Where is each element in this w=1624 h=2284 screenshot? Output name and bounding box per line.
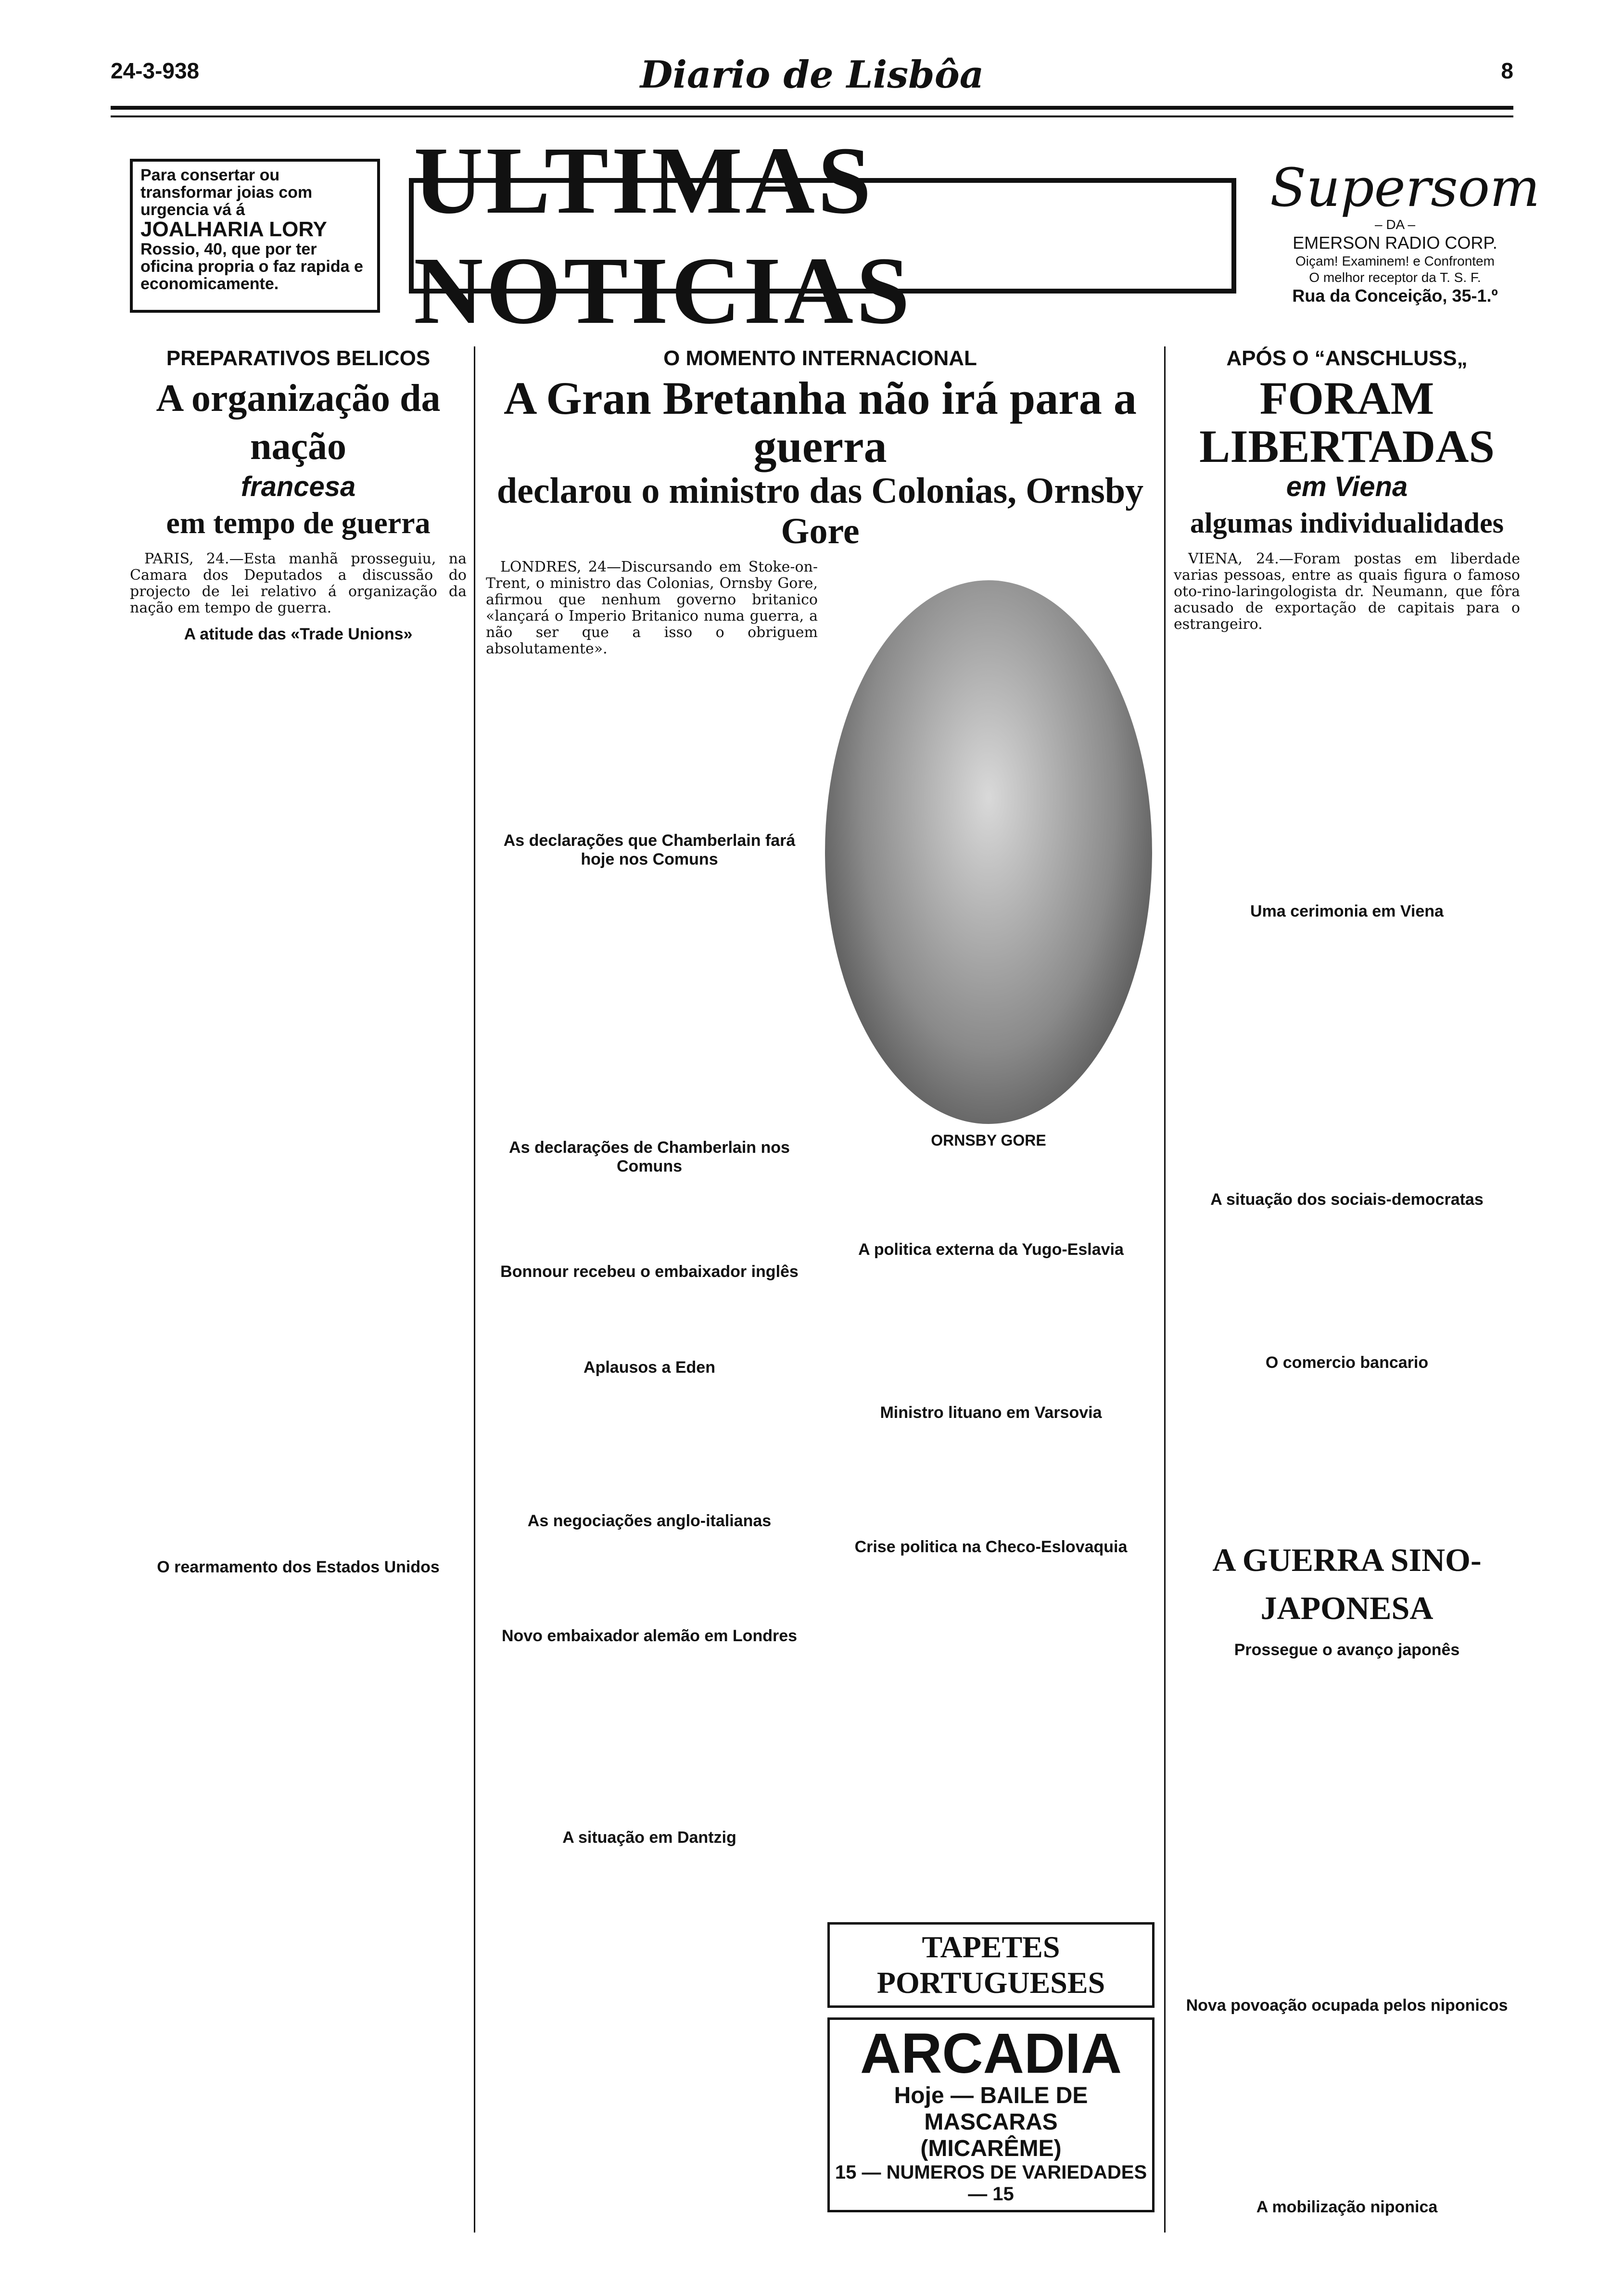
subhead: Crise politica na Checo-Eslovaquia bbox=[854, 1538, 1128, 1556]
ad-text: Rossio, 40, que por ter oficina propria o faz rapida e economicamente. bbox=[140, 240, 363, 293]
subhead: O rearmamento dos Estados Unidos bbox=[157, 1558, 440, 1576]
ad-text: Oiçam! Examinem! e Confrontem bbox=[1295, 254, 1495, 268]
ad-text: – DA – bbox=[1374, 217, 1416, 232]
tapetes-ad bbox=[827, 1922, 1155, 2008]
column-center-right bbox=[827, 1232, 1155, 2222]
article-paragraph: VIENA, 24.—Foram postas em liberdade varias pessoas, entre as quais figura o famoso oto-rino-laringologista dr. Neumann, que fôra acusado de exportação de capitais para o estrangeiro. bbox=[1174, 550, 1520, 633]
subhead: Novo embaixador alemão em Londres bbox=[501, 1627, 798, 1645]
subhead: As declarações de Chamberlain nos Comuns bbox=[509, 1138, 790, 1175]
column-rule bbox=[1164, 346, 1166, 2233]
headline-sub: francesa bbox=[241, 471, 356, 502]
kicker: PREPARATIVOS BELICOS bbox=[166, 346, 431, 370]
ad-text: Para consertar ou transformar joias com urgencia vá á bbox=[140, 166, 313, 219]
subhead: A atitude das «Trade Unions» bbox=[184, 625, 413, 643]
headline: A organização da nação bbox=[156, 377, 441, 468]
subhead: Ministro lituano em Varsovia bbox=[880, 1404, 1102, 1422]
ad-name: JOALHARIA LORY bbox=[140, 217, 327, 241]
masthead-rule-thin bbox=[111, 115, 1513, 117]
masthead bbox=[111, 53, 1513, 97]
subhead: As declarações que Chamberlain fará hoje nos Comuns bbox=[503, 831, 796, 868]
subhead: Bonnour recebeu o embaixador inglês bbox=[500, 1263, 799, 1281]
article-paragraph: LONDRES, 24—Discursando em Stoke-on-Trent, o ministro das Colonias, Ornsby Gore, afirmou que nenhum governo britanico «lançará o Imperio Britanico numa guerra, a não ser que a isso o obriguem absolutamente». bbox=[486, 559, 818, 657]
ad-text: (MICARÊME) bbox=[920, 2136, 1062, 2161]
newspaper-title: Diario de Lisbôa bbox=[640, 53, 984, 97]
column-center-left bbox=[486, 823, 813, 1850]
kicker: APÓS O “ANSCHLUSS„ bbox=[1226, 346, 1468, 370]
subhead: A situação dos sociais-democratas bbox=[1210, 1190, 1484, 1209]
subhead: Nova povoação ocupada pelos niponicos bbox=[1186, 1996, 1508, 2015]
ad-name: ARCADIA bbox=[860, 2022, 1122, 2085]
subhead: A situação em Dantzig bbox=[562, 1828, 736, 1847]
arcadia-ad bbox=[827, 2017, 1155, 2212]
page-number: 8 bbox=[1501, 58, 1513, 83]
ad-address: Rua da Conceição, 35-1.º bbox=[1292, 286, 1498, 306]
subhead: A mobilização niponica bbox=[1256, 2198, 1438, 2216]
headline-sub: algumas individualidades bbox=[1190, 507, 1504, 539]
headline: A Gran Bretanha não irá para a guerra bbox=[504, 372, 1137, 472]
subhead: A politica externa da Yugo-Eslavia bbox=[858, 1240, 1124, 1259]
masthead-rule bbox=[111, 106, 1513, 110]
article-paragraph: PARIS, 24.—Esta manhã prosseguiu, na Camara dos Deputados a discussão do projecto de lei relativo á organização da nação em tempo de guerra. bbox=[130, 550, 467, 616]
section-banner: ULTIMAS NOTICIAS bbox=[409, 178, 1236, 293]
joalharia-ad bbox=[130, 159, 380, 313]
subhead: Uma cerimonia em Viena bbox=[1250, 902, 1444, 920]
headline: FORAM LIBERTADAS bbox=[1199, 372, 1495, 472]
ad-company: EMERSON RADIO CORP. bbox=[1293, 233, 1497, 253]
headline-sub: em Viena bbox=[1286, 471, 1408, 502]
column-right bbox=[1174, 346, 1520, 2220]
supersom-ad bbox=[1270, 157, 1540, 313]
portrait-block bbox=[823, 573, 1155, 1159]
ad-text: 15 — NUMEROS DE VARIEDADES — 15 bbox=[835, 2162, 1147, 2205]
subhead: O comercio bancario bbox=[1265, 1353, 1429, 1372]
headline-sub: em tempo de guerra bbox=[166, 506, 431, 540]
headline-sub: declarou o ministro das Colonias, Ornsby Gore bbox=[496, 471, 1144, 551]
photo-caption: ORNSBY GORE bbox=[931, 1132, 1046, 1149]
headline: A GUERRA SINO-JAPONESA bbox=[1212, 1542, 1482, 1626]
ad-name: Supersom bbox=[1270, 157, 1540, 218]
issue-date: 24-3-938 bbox=[111, 58, 200, 83]
subhead: As negociações anglo-italianas bbox=[527, 1512, 772, 1530]
ad-text: Hoje — BAILE DE MASCARAS bbox=[894, 2083, 1088, 2135]
kicker: O MOMENTO INTERNACIONAL bbox=[663, 346, 977, 370]
ad-name: TAPETES PORTUGUESES bbox=[876, 1930, 1105, 2000]
portrait-photo bbox=[825, 580, 1152, 1124]
column-left bbox=[130, 346, 467, 1580]
ad-text: O melhor receptor da T. S. F. bbox=[1309, 270, 1481, 285]
column-rule bbox=[474, 346, 475, 2233]
subhead: Prossegue o avanço japonês bbox=[1234, 1641, 1460, 1659]
subhead: Aplausos a Eden bbox=[584, 1358, 715, 1377]
